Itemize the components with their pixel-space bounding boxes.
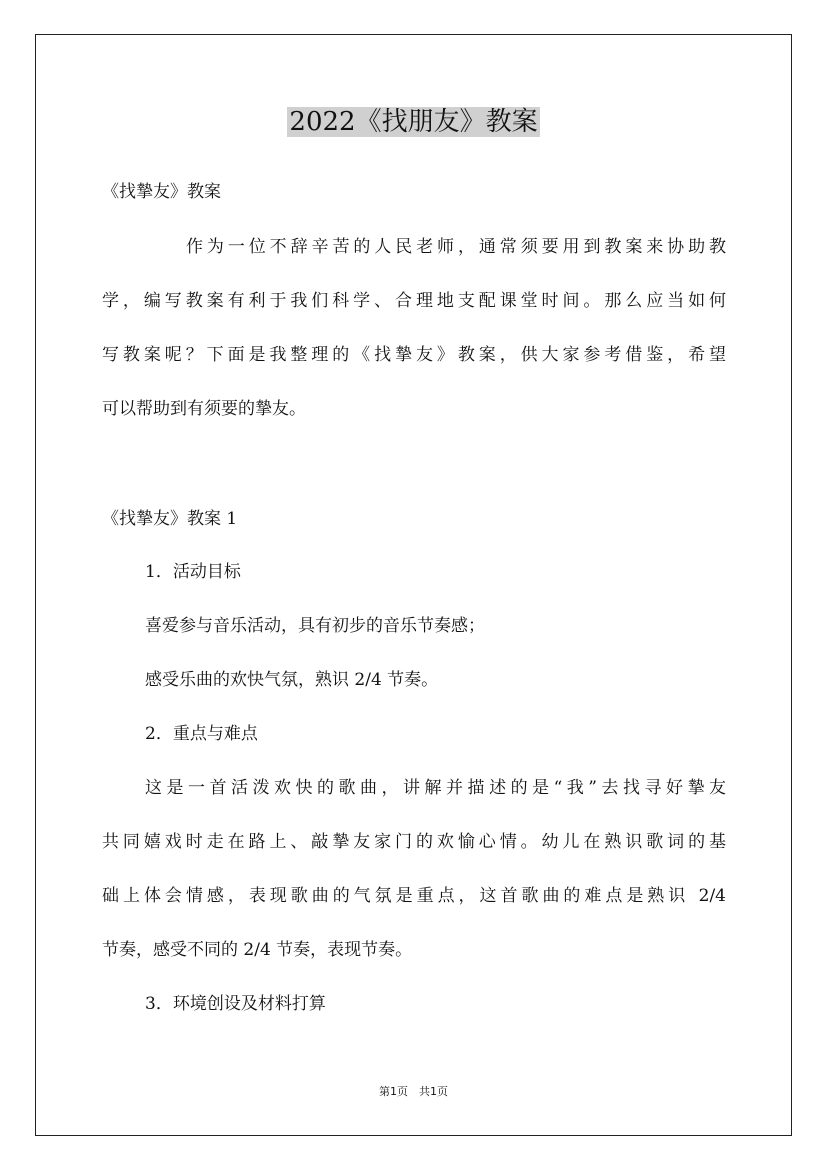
page-number: 第1页 共1页: [379, 1085, 448, 1098]
page-footer: [0, 1084, 827, 1100]
intro-line-4: 可以帮助到有须要的摯友。: [102, 399, 306, 419]
document-title: [0, 104, 827, 140]
item1-heading: 1．活动目标: [145, 562, 241, 582]
section-heading: 《找摯友》教案 1: [102, 509, 238, 529]
item1-line-2: 感受乐曲的欢快气氛，熟识 2/4 节奏。: [145, 670, 439, 690]
item2-line-4: 节奏，感受不同的 2/4 节奏，表现节奏。: [102, 940, 413, 960]
item2-line-2: 共同嬉戏时走在路上、敲摯友家门的欢愉心情。幼儿在熟识歌词的基: [102, 832, 726, 852]
intro-line-3: 写教案呢？下面是我整理的《找摯友》教案，供大家参考借鉴，希望: [102, 345, 726, 365]
document-title-text: 2022《找朋友》教案: [289, 107, 538, 137]
item2-line-3: 础上体会情感，表现歌曲的气氛是重点，这首歌曲的难点是熟识 2/4: [102, 886, 726, 906]
item2-line-1: 这是一首活泼欢快的歌曲，讲解并描述的是“我”去找寻好摯友: [145, 778, 726, 798]
item1-line-1: 喜爱参与音乐活动，具有初步的音乐节奏感；: [145, 616, 485, 636]
intro-line-1: 作为一位不辞辛苦的人民老师，通常须要用到教案来协助教: [186, 237, 726, 257]
subtitle: 《找摯友》教案: [102, 182, 221, 202]
item3-heading: 3．环境创设及材料打算: [145, 994, 326, 1014]
intro-line-2: 学，编写教案有利于我们科学、合理地支配课堂时间。那么应当如何: [102, 291, 726, 311]
item2-heading: 2．重点与难点: [145, 724, 258, 744]
